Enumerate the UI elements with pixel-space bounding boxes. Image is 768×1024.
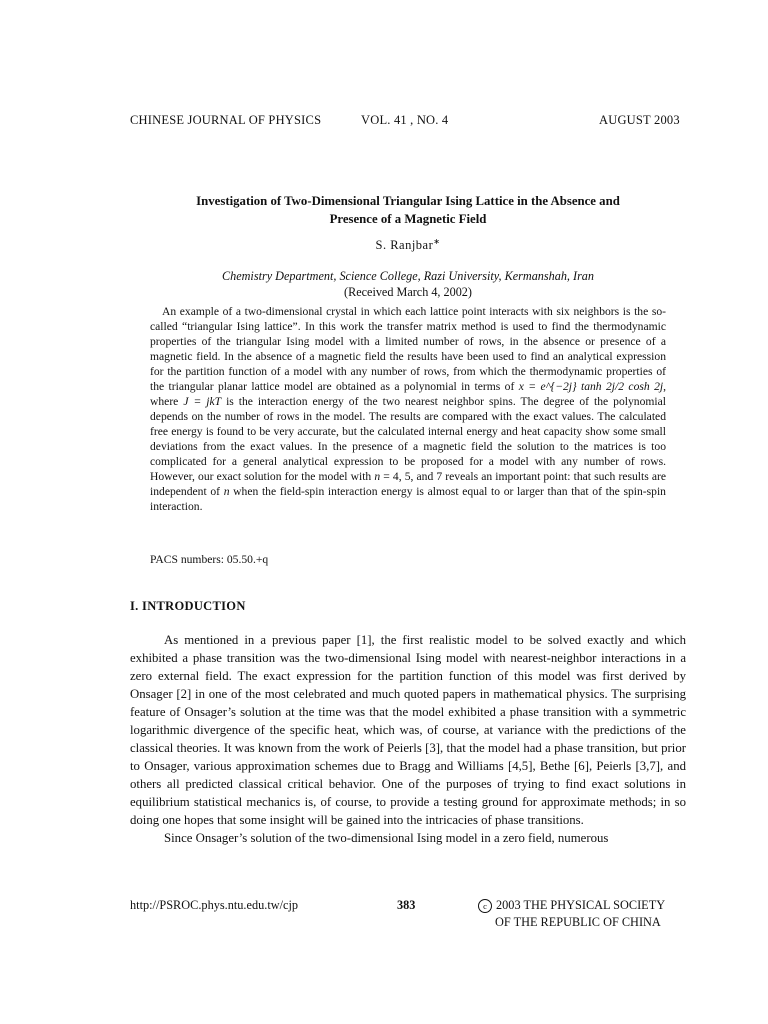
pacs-numbers: PACS numbers: 05.50.+q bbox=[150, 553, 269, 566]
page-number: 383 bbox=[397, 898, 416, 912]
abstract-formula-j: J = jkT bbox=[183, 395, 222, 408]
footer-url: http://PSROC.phys.ntu.edu.tw/cjp bbox=[130, 898, 299, 912]
journal-name: CHINESE JOURNAL OF PHYSICS bbox=[130, 113, 322, 127]
abstract-text-5: when the field-spin interaction energy is almost equal to or larger than that of the spin-spin interaction. bbox=[150, 485, 666, 513]
copyright-icon: c bbox=[478, 899, 492, 913]
section-number: I. bbox=[130, 599, 139, 613]
author bbox=[130, 237, 686, 253]
section-heading bbox=[130, 599, 246, 614]
abstract-formula-n2: n bbox=[223, 485, 230, 498]
volume-number: VOL. 41 , NO. 4 bbox=[361, 113, 449, 127]
title-line-2: Presence of a Magnetic Field bbox=[329, 212, 487, 226]
title-line-1: Investigation of Two-Dimensional Triangular Ising Lattice in the Absence and bbox=[196, 194, 620, 208]
abstract-text-2: , where bbox=[150, 380, 666, 408]
abstract-text-3: is the interaction energy of the two nearest neighbor spins. The degree of the polynomial depends on the number of rows in the model. The results are compared with the exact values. The calculated free energy is found to be very accurate, but the calculated internal energy and heat capacity show some small deviations from the exact values. In the presence of a magnetic field the solution to the matrices is too complicated for a general analytical expression to be proposed for a model with any number of rows. However, our exact solution for the model with bbox=[150, 395, 666, 483]
received-date: (Received March 4, 2002) bbox=[344, 285, 472, 299]
abstract bbox=[150, 304, 666, 514]
section-title: INTRODUCTION bbox=[142, 599, 246, 613]
abstract-formula-n1: n bbox=[374, 470, 381, 483]
paper-title bbox=[130, 192, 686, 228]
copyright-line-2: OF THE REPUBLIC OF CHINA bbox=[495, 915, 661, 929]
abstract-text-1: An example of a two-dimensional crystal in which each lattice point interacts with six neighbors is the so-called “triangular Ising lattice”. In this work the transfer matrix method is used to find the thermodynamic properties of the triangular Ising model with a limited number of rows, in the absence or presence of a magnetic field. In the absence of a magnetic field the results have been used to find an analytical expression for the partition function of a model with any number of rows, from which the thermodynamic properties of the triangular planar lattice model are obtained as a polynomial in terms of bbox=[150, 305, 666, 393]
author-footnote-mark: ∗ bbox=[433, 237, 441, 246]
issue-date: AUGUST 2003 bbox=[599, 113, 680, 127]
copyright bbox=[478, 897, 665, 931]
body-text bbox=[130, 631, 686, 847]
copyright-line-1: 2003 THE PHYSICAL SOCIETY bbox=[496, 898, 666, 912]
abstract-text-4: = 4, 5, and 7 reveals an important point: that such results are independent of bbox=[150, 470, 666, 498]
body-paragraph-2: Since Onsager’s solution of the two-dimensional Ising model in a zero field, numerous bbox=[164, 831, 609, 845]
affiliation: Chemistry Department, Science College, Razi University, Kermanshah, Iran bbox=[222, 269, 594, 283]
body-paragraph-1: As mentioned in a previous paper [1], the first realistic model to be solved exactly and which exhibited a phase transition was the two-dimensional Ising model with nearest-neighbor interactions in a zero external field. The exact expression for the partition function of this model was first derived by Onsager [2] in one of the most celebrated and much quoted papers in mathematical physics. The surprising feature of Onsager’s solution at the time was that the model exhibited a phase transition with a symmetric logarithmic divergence of the specific heat, which was, of course, at variance with the predictions of the classical theories. It was known from the work of Peierls [3], that the model had a phase transition, but prior to Onsager, various approximation schemes due to Bragg and Williams [4,5], Bethe [6], Peierls [3,7], and others all predicted classical critical behavior. One of the purposes of trying to find exact solutions in equilibrium statistical mechanics is, of course, to provide a testing ground for approximate methods; in so doing one hopes that some insight will be gained into the intricacies of phase transitions. bbox=[130, 633, 686, 827]
abstract-formula-x: x = e^{−2j} tanh 2j/2 cosh 2j bbox=[518, 380, 664, 393]
author-name: S. Ranjbar bbox=[375, 238, 434, 253]
